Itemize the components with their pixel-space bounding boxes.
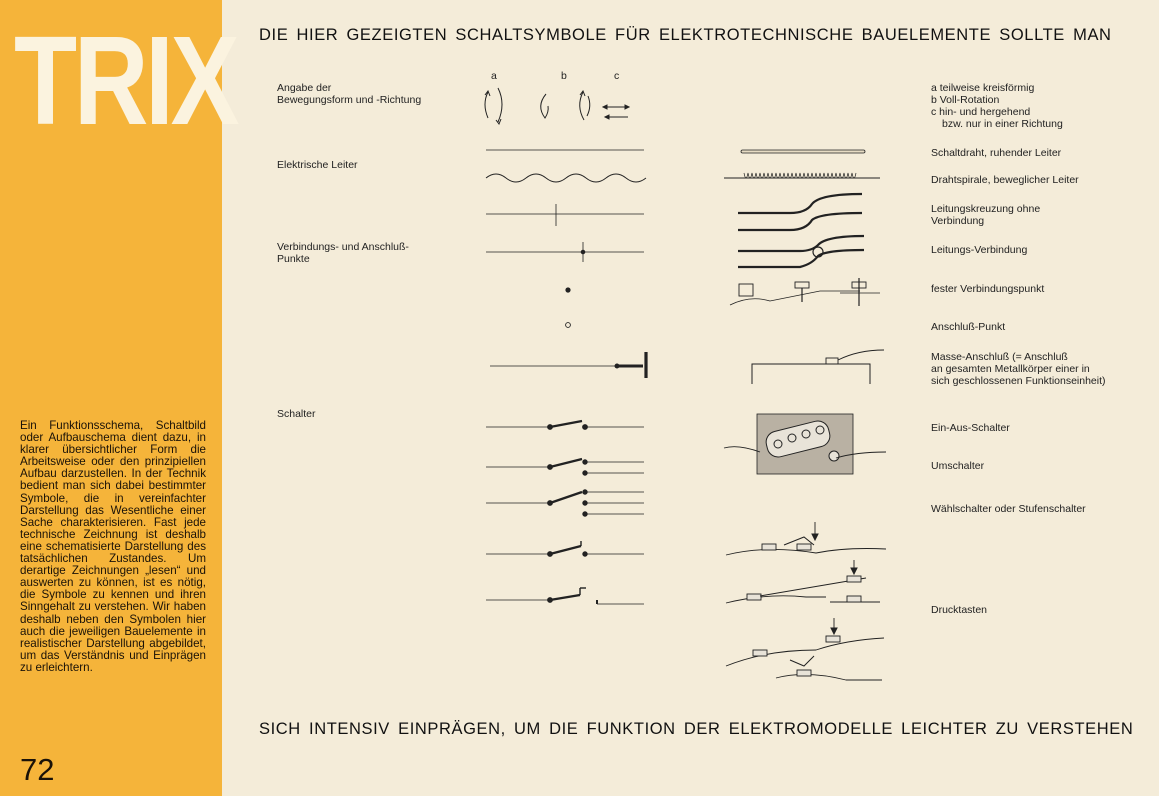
crossing-no-connection-symbol <box>486 204 644 226</box>
desc-c-line2: bzw. nur in einer Richtung <box>942 118 1063 130</box>
real-wire-illustration <box>741 150 865 153</box>
desc-ground-line3: sich geschlossenen Funktionseinheit) <box>931 375 1106 387</box>
headline-bottom: SICH INTENSIV EINPRÄGEN, UM DIE FUNKTION DER ELEKTROMODELLE LEICHTER ZU VERSTEHEN <box>259 720 1134 738</box>
category-conductors: Elektrische Leiter <box>277 159 358 171</box>
desc-pushbuttons: Drucktasten <box>931 604 988 616</box>
desc-selector: Wählschalter oder Stufenschalter <box>931 503 1086 515</box>
desc-changeover: Umschalter <box>931 460 985 472</box>
motion-linear-symbol <box>603 105 629 119</box>
desc-fixed-point: fester Verbindungspunkt <box>931 283 1045 295</box>
intro-text: Ein Funktionsschema, Schaltbild oder Aufbauschema dient dazu, in klarer übersichtlicher Form die Arbeitsweise oder den prinzipiellen Aufbau darzustellen. In der Technik bedient man sich dabei bestimmter Symbole, die in vereinfachter Darstellung das Wesentliche einer Sache charakterisieren. Fast jede technische Zeichnung ist deshalb eine schematisierte Darstellung des tatsächlichen Zustandes. Um derartige Zeichnungen „lesen“ und auswerten zu können, ist es nötig, die Symbole zu kennen und ihren Sinngehalt zu verstehen. Wir haben deshalb neben den Symbolen hier auch die jeweiligen Bauelemente in realistischer Darstellung abgebildet, um das Verständnis und Einprägen zu erleichtern. <box>20 419 206 674</box>
motion-rotation-symbol <box>541 91 590 120</box>
category-connections-line2: Punkte <box>277 253 310 265</box>
real-pushbutton-illustration <box>726 522 886 680</box>
column-b-label: b <box>561 70 567 82</box>
terminal-point-symbol <box>566 323 571 328</box>
pushbutton-closed-symbol <box>486 588 644 604</box>
desc-ground-line2: an gesamten Metallkörper einer in <box>931 363 1090 375</box>
real-ground-illustration <box>752 350 884 384</box>
desc-crossing-line2: Verbindung <box>931 215 985 227</box>
real-crossing-illustration <box>738 194 862 230</box>
motion-partial-circle-symbol <box>485 88 502 124</box>
real-spiral-illustration <box>724 173 880 178</box>
desc-b: b Voll-Rotation <box>931 94 1000 106</box>
desc-terminal: Anschluß-Punkt <box>931 321 1006 333</box>
desc-c-line1: c hin- und hergehend <box>931 106 1031 118</box>
desc-a: a teilweise kreisförmig <box>931 82 1035 94</box>
desc-ground-line1: Masse-Anschluß (= Anschluß <box>931 351 1068 363</box>
real-fixed-point-illustration <box>730 278 880 306</box>
spiral-wire-symbol <box>486 174 646 182</box>
selector-switch-symbol <box>486 490 644 516</box>
fixed-point-symbol <box>565 287 570 292</box>
desc-crossing-line1: Leitungskreuzung ohne <box>931 203 1041 215</box>
desc-junction: Leitungs-Verbindung <box>931 244 1028 256</box>
category-connections-line1: Verbindungs- und Anschluß- <box>277 241 409 253</box>
page-number: 72 <box>20 752 55 787</box>
real-onoff-switch-illustration <box>724 414 886 474</box>
desc-wire: Schaltdraht, ruhender Leiter <box>931 147 1062 159</box>
category-switches: Schalter <box>277 408 316 420</box>
column-a-label: a <box>491 70 497 82</box>
category-motion-line2: Bewegungsform und -Richtung <box>277 94 422 106</box>
junction-symbol <box>486 242 644 262</box>
onoff-switch-symbol <box>486 421 644 429</box>
trix-logo: TRIX <box>14 10 237 151</box>
category-motion-line1: Angabe der <box>277 82 332 94</box>
real-junction-illustration <box>738 236 864 267</box>
pushbutton-open-symbol <box>486 541 644 556</box>
desc-spiral: Drahtspirale, beweglicher Leiter <box>931 174 1079 186</box>
headline-top: DIE HIER GEZEIGTEN SCHALTSYMBOLE FÜR ELEKTROTECHNISCHE BAUELEMENTE SOLLTE MAN <box>259 26 1112 44</box>
desc-onoff: Ein-Aus-Schalter <box>931 422 1010 434</box>
changeover-switch-symbol <box>486 459 644 475</box>
column-c-label: c <box>614 70 620 82</box>
ground-symbol <box>490 352 646 378</box>
